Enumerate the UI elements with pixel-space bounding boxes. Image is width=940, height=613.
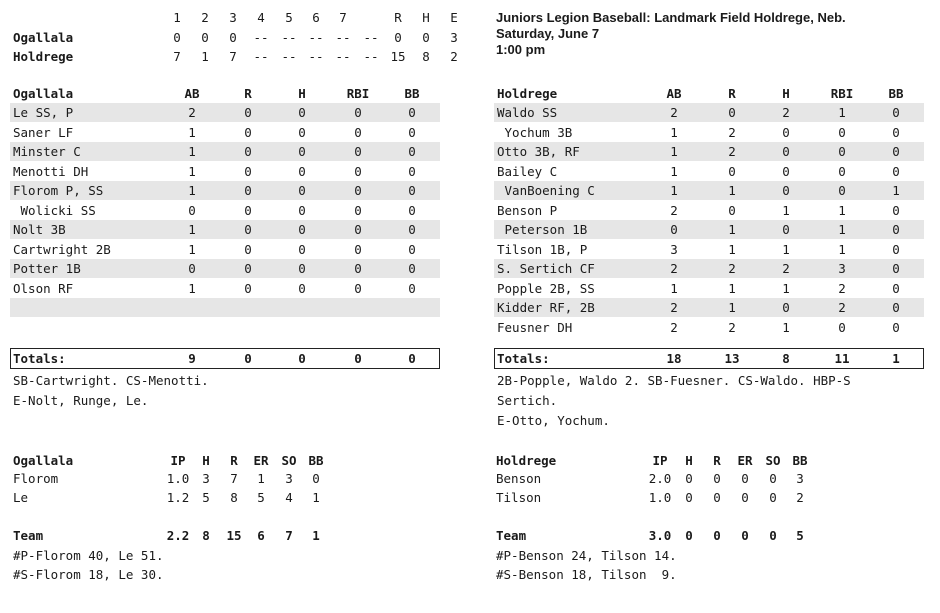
pitching-note: #P-Florom 40, Le 51. — [13, 548, 164, 563]
stat-ab: 1 — [188, 144, 196, 159]
stat-bb: 0 — [892, 300, 900, 315]
stat-ab: 1 — [670, 183, 678, 198]
stat-r: 2 — [728, 261, 736, 276]
stat-h: 0 — [782, 124, 790, 140]
linescore-score: -- — [308, 30, 324, 45]
inning-header: 4 — [257, 10, 265, 25]
player-name — [13, 298, 163, 317]
pitching-column-header: R — [230, 453, 238, 468]
inning-header: 1 — [173, 10, 181, 25]
linescore-team-name: Ogallala — [13, 30, 74, 45]
stat-rbi: 0 — [838, 319, 846, 335]
team-total-ip: 2.2 — [166, 528, 190, 543]
pitch-stat-er: 0 — [741, 490, 749, 505]
batting-team-name: Holdrege — [497, 86, 558, 101]
stat-bb: 0 — [892, 163, 900, 179]
linescore-score: 0 — [394, 30, 402, 45]
team-total-bb: 5 — [796, 528, 804, 543]
stat-r: 0 — [728, 105, 736, 120]
stat-r: 1 — [728, 222, 736, 237]
stat-ab: 0 — [188, 202, 196, 218]
pitch-stat-r: 7 — [230, 471, 238, 486]
stat-bb: 0 — [408, 241, 416, 257]
pitching-column-header: IP — [652, 453, 668, 468]
stat-r: 0 — [244, 183, 252, 198]
stat-r: 2 — [728, 144, 736, 159]
player-name: Saner LF — [13, 124, 74, 140]
stat-bb: 0 — [892, 241, 900, 257]
pitch-stat-bb: 3 — [796, 471, 804, 486]
pitch-stat-h: 0 — [685, 490, 693, 505]
stat-bb: 0 — [892, 280, 900, 296]
team-total-er: 6 — [257, 528, 265, 543]
stat-ab: 2 — [670, 105, 678, 120]
pitch-stat-ip: 1.0 — [648, 490, 672, 505]
stat-bb: 1 — [892, 183, 900, 198]
batting-column-header: RBI — [830, 86, 854, 101]
inning-header: R — [394, 10, 402, 25]
stat-ab: 2 — [670, 300, 678, 315]
stat-r: 2 — [728, 124, 736, 140]
stat-r: 1 — [728, 300, 736, 315]
player-name: Kidder RF, 2B — [497, 300, 595, 315]
stat-bb: 0 — [892, 222, 900, 237]
team-total-label: Team — [496, 528, 527, 543]
stat-h: 0 — [782, 144, 790, 159]
stat-r: 0 — [244, 241, 252, 257]
player-name: Minster C — [13, 144, 81, 159]
stat-h: 0 — [298, 124, 306, 140]
stat-bb: 0 — [408, 163, 416, 179]
pitcher-name: Florom — [13, 471, 59, 486]
player-name: Olson RF — [13, 280, 74, 296]
stat-ab: 0 — [188, 261, 196, 276]
pitching-column-header: ER — [737, 453, 753, 468]
stat-h: 0 — [782, 300, 790, 315]
pitching-column-header: H — [202, 453, 210, 468]
pitching-team-name: Holdrege — [496, 453, 557, 468]
linescore-score: -- — [335, 30, 351, 45]
stat-rbi: 0 — [838, 144, 846, 159]
player-name: Potter 1B — [13, 261, 81, 276]
batting-table-ogallala — [10, 84, 440, 408]
stat-r: 1 — [728, 183, 736, 198]
pitch-stat-so: 0 — [769, 490, 777, 505]
team-total-label: Team — [13, 528, 44, 543]
batting-column-header: R — [244, 86, 252, 101]
stat-bb: 0 — [892, 144, 900, 159]
stat-h: 0 — [298, 222, 306, 237]
pitching-note: #S-Benson 18, Tilson 9. — [496, 567, 677, 582]
player-name: Tilson 1B, P — [497, 241, 588, 257]
linescore-score: 7 — [173, 49, 181, 64]
stat-r: 0 — [244, 222, 252, 237]
total-ab: 9 — [188, 351, 196, 366]
pitch-stat-so: 3 — [285, 471, 293, 486]
total-h: 8 — [782, 351, 790, 366]
pitch-stat-ip: 1.0 — [166, 471, 190, 486]
player-name: Bailey C — [497, 163, 558, 179]
batting-column-header: BB — [404, 86, 420, 101]
team-total-r: 15 — [226, 528, 242, 543]
pitching-note: #S-Florom 18, Le 30. — [13, 567, 164, 582]
pitching-column-header: SO — [765, 453, 781, 468]
game-info — [496, 10, 936, 58]
stat-bb: 0 — [408, 124, 416, 140]
pitch-stat-h: 3 — [202, 471, 210, 486]
stat-h: 0 — [298, 163, 306, 179]
stat-h: 1 — [782, 319, 790, 335]
stat-h: 1 — [782, 241, 790, 257]
stat-r: 0 — [244, 261, 252, 276]
inning-header: 7 — [339, 10, 347, 25]
total-r: 13 — [724, 351, 740, 366]
stat-bb: 0 — [892, 202, 900, 218]
linescore-score: -- — [308, 49, 324, 64]
pitcher-name: Benson — [496, 471, 542, 486]
pitching-column-header: SO — [281, 453, 297, 468]
stat-r: 2 — [728, 319, 736, 335]
linescore-score: 7 — [229, 49, 237, 64]
team-total-r: 0 — [713, 528, 721, 543]
team-total-h: 8 — [202, 528, 210, 543]
stat-bb: 0 — [408, 202, 416, 218]
stat-rbi: 0 — [354, 202, 362, 218]
total-ab: 18 — [666, 351, 682, 366]
batting-table-holdrege — [494, 84, 924, 428]
stat-ab — [174, 318, 210, 337]
player-name: Florom P, SS — [13, 183, 104, 198]
total-bb: 0 — [408, 351, 416, 366]
pitch-stat-h: 0 — [685, 471, 693, 486]
team-total-so: 7 — [285, 528, 293, 543]
stat-ab: 3 — [670, 241, 678, 257]
stat-bb: 0 — [892, 124, 900, 140]
linescore-score: 3 — [450, 30, 458, 45]
batting-column-header: H — [298, 86, 306, 101]
player-name: Yochum 3B — [497, 124, 573, 140]
linescore-score: -- — [363, 30, 379, 45]
batting-note: Sertich. — [497, 393, 558, 408]
player-name: Popple 2B, SS — [497, 280, 595, 296]
stat-ab: 1 — [670, 280, 678, 296]
team-total-ip: 3.0 — [648, 528, 672, 543]
stat-rbi: 0 — [354, 183, 362, 198]
stat-rbi: 0 — [354, 241, 362, 257]
linescore — [0, 0, 480, 70]
stat-r: 0 — [728, 202, 736, 218]
pitch-stat-so: 4 — [285, 490, 293, 505]
pitch-stat-bb: 2 — [796, 490, 804, 505]
linescore-team-name: Holdrege — [13, 49, 74, 64]
pitch-stat-ip: 1.2 — [166, 490, 190, 505]
player-name: S. Sertich CF — [497, 261, 595, 276]
stat-rbi: 0 — [838, 183, 846, 198]
stat-ab: 2 — [670, 319, 678, 335]
stat-rbi: 0 — [354, 222, 362, 237]
total-bb: 1 — [892, 351, 900, 366]
stat-h: 1 — [782, 202, 790, 218]
stat-bb: 0 — [892, 319, 900, 335]
team-total-er: 0 — [741, 528, 749, 543]
pitching-team-name: Ogallala — [13, 453, 74, 468]
inning-header: 2 — [201, 10, 209, 25]
linescore-score: -- — [281, 30, 297, 45]
stat-h: 0 — [298, 105, 306, 120]
stat-ab: 1 — [670, 144, 678, 159]
inning-header: 3 — [229, 10, 237, 25]
pitch-stat-h: 5 — [202, 490, 210, 505]
linescore-score: 2 — [450, 49, 458, 64]
player-name: Peterson 1B — [497, 222, 588, 237]
stat-h: 0 — [298, 261, 306, 276]
pitch-stat-r: 0 — [713, 490, 721, 505]
linescore-score: 0 — [422, 30, 430, 45]
stat-rbi: 1 — [838, 222, 846, 237]
pitch-stat-ip: 2.0 — [648, 471, 672, 486]
linescore-score: 0 — [201, 30, 209, 45]
player-name — [13, 318, 163, 337]
linescore-score: 15 — [390, 49, 406, 64]
game-title: Juniors Legion Baseball: Landmark Field Holdrege, Neb. — [496, 10, 846, 25]
stat-h: 2 — [782, 105, 790, 120]
totals-label: Totals: — [497, 351, 550, 366]
pitching-table-ogallala — [13, 451, 413, 591]
batting-note: E-Otto, Yochum. — [497, 413, 610, 428]
stat-rbi — [340, 298, 376, 317]
stat-r: 1 — [728, 280, 736, 296]
pitching-column-header: IP — [170, 453, 186, 468]
batting-column-header: RBI — [346, 86, 370, 101]
linescore-score: -- — [335, 49, 351, 64]
stat-rbi — [340, 318, 376, 337]
stat-bb — [394, 318, 430, 337]
stat-bb: 0 — [892, 261, 900, 276]
stat-h — [284, 298, 320, 317]
stat-h: 0 — [782, 163, 790, 179]
pitcher-name: Le — [13, 490, 29, 505]
stat-rbi: 2 — [838, 280, 846, 296]
stat-ab: 2 — [188, 105, 196, 120]
stat-rbi: 0 — [354, 261, 362, 276]
stat-rbi: 3 — [838, 261, 846, 276]
pitching-column-header: R — [713, 453, 721, 468]
stat-rbi: 0 — [838, 124, 846, 140]
stat-r: 0 — [244, 124, 252, 140]
total-rbi: 11 — [834, 351, 850, 366]
linescore-score: 8 — [422, 49, 430, 64]
player-name: Nolt 3B — [13, 222, 66, 237]
stat-rbi: 1 — [838, 105, 846, 120]
stat-ab: 1 — [188, 280, 196, 296]
team-total-so: 0 — [769, 528, 777, 543]
stat-h: 0 — [298, 183, 306, 198]
stat-rbi: 0 — [354, 105, 362, 120]
batting-column-header: H — [782, 86, 790, 101]
player-name: Waldo SS — [497, 105, 558, 120]
inning-header: 6 — [312, 10, 320, 25]
stat-bb: 0 — [408, 261, 416, 276]
player-name: Le SS, P — [13, 105, 74, 120]
team-total-bb: 1 — [312, 528, 320, 543]
stat-rbi: 1 — [838, 202, 846, 218]
player-name: Menotti DH — [13, 163, 89, 179]
stat-ab: 1 — [188, 241, 196, 257]
pitching-column-header: ER — [253, 453, 269, 468]
batting-column-header: AB — [184, 86, 200, 101]
stat-r: 1 — [728, 241, 736, 257]
stat-h: 0 — [782, 222, 790, 237]
stat-bb — [394, 298, 430, 317]
linescore-score: 0 — [229, 30, 237, 45]
stat-bb: 0 — [408, 105, 416, 120]
stat-r — [230, 318, 266, 337]
total-rbi: 0 — [354, 351, 362, 366]
stat-r: 0 — [244, 202, 252, 218]
stat-ab: 1 — [670, 124, 678, 140]
stat-r — [230, 298, 266, 317]
stat-r: 0 — [728, 163, 736, 179]
stat-rbi: 0 — [354, 144, 362, 159]
stat-h: 0 — [782, 183, 790, 198]
stat-rbi: 0 — [354, 124, 362, 140]
stat-h: 2 — [782, 261, 790, 276]
stat-bb: 0 — [892, 105, 900, 120]
batting-team-name: Ogallala — [13, 86, 74, 101]
stat-rbi: 0 — [354, 163, 362, 179]
pitching-column-header: BB — [792, 453, 808, 468]
pitching-table-holdrege — [496, 451, 896, 591]
pitch-stat-er: 0 — [741, 471, 749, 486]
player-name: Wolicki SS — [13, 202, 96, 218]
linescore-score: -- — [281, 49, 297, 64]
pitch-stat-bb: 0 — [312, 471, 320, 486]
stat-rbi: 0 — [354, 280, 362, 296]
team-total-h: 0 — [685, 528, 693, 543]
linescore-score: 0 — [173, 30, 181, 45]
stat-bb: 0 — [408, 183, 416, 198]
pitch-stat-r: 0 — [713, 471, 721, 486]
stat-ab: 1 — [188, 124, 196, 140]
inning-header: 5 — [285, 10, 293, 25]
total-r: 0 — [244, 351, 252, 366]
pitch-stat-bb: 1 — [312, 490, 320, 505]
stat-h: 0 — [298, 241, 306, 257]
pitching-column-header: H — [685, 453, 693, 468]
stat-ab: 0 — [670, 222, 678, 237]
stat-h — [284, 318, 320, 337]
total-h: 0 — [298, 351, 306, 366]
stat-ab: 1 — [188, 183, 196, 198]
stat-r: 0 — [244, 163, 252, 179]
stat-r: 0 — [244, 105, 252, 120]
stat-bb: 0 — [408, 280, 416, 296]
stat-h: 0 — [298, 202, 306, 218]
stat-h: 0 — [298, 144, 306, 159]
inning-header: E — [450, 10, 458, 25]
stat-ab: 1 — [670, 163, 678, 179]
linescore-score: -- — [253, 49, 269, 64]
batting-note: 2B-Popple, Waldo 2. SB-Fuesner. CS-Waldo. HBP-S — [497, 373, 851, 388]
inning-header: H — [422, 10, 430, 25]
player-name: Benson P — [497, 202, 558, 218]
stat-h: 1 — [782, 280, 790, 296]
player-name: VanBoening C — [497, 183, 595, 198]
stat-h: 0 — [298, 280, 306, 296]
pitching-column-header: BB — [308, 453, 324, 468]
batting-note: E-Nolt, Runge, Le. — [13, 393, 149, 408]
stat-ab — [174, 298, 210, 317]
stat-ab: 2 — [670, 202, 678, 218]
stat-rbi: 0 — [838, 163, 846, 179]
pitch-stat-so: 0 — [769, 471, 777, 486]
stat-ab: 1 — [188, 222, 196, 237]
batting-column-header: R — [728, 86, 736, 101]
player-name: Feusner DH — [497, 319, 573, 335]
stat-r: 0 — [244, 144, 252, 159]
player-name: Cartwright 2B — [13, 241, 111, 257]
stat-rbi: 2 — [838, 300, 846, 315]
batting-column-header: AB — [666, 86, 682, 101]
pitcher-name: Tilson — [496, 490, 542, 505]
totals-label: Totals: — [13, 351, 66, 366]
pitch-stat-er: 5 — [257, 490, 265, 505]
batting-column-header: BB — [888, 86, 904, 101]
pitch-stat-er: 1 — [257, 471, 265, 486]
stat-ab: 2 — [670, 261, 678, 276]
pitching-note: #P-Benson 24, Tilson 14. — [496, 548, 677, 563]
stat-ab: 1 — [188, 163, 196, 179]
stat-bb: 0 — [408, 222, 416, 237]
game-time: 1:00 pm — [496, 42, 546, 57]
stat-rbi: 1 — [838, 241, 846, 257]
stat-r: 0 — [244, 280, 252, 296]
pitch-stat-r: 8 — [230, 490, 238, 505]
player-name: Otto 3B, RF — [497, 144, 580, 159]
stat-bb: 0 — [408, 144, 416, 159]
linescore-score: -- — [363, 49, 379, 64]
linescore-score: 1 — [201, 49, 209, 64]
game-date: Saturday, June 7 — [496, 26, 600, 41]
linescore-score: -- — [253, 30, 269, 45]
batting-note: SB-Cartwright. CS-Menotti. — [13, 373, 209, 388]
